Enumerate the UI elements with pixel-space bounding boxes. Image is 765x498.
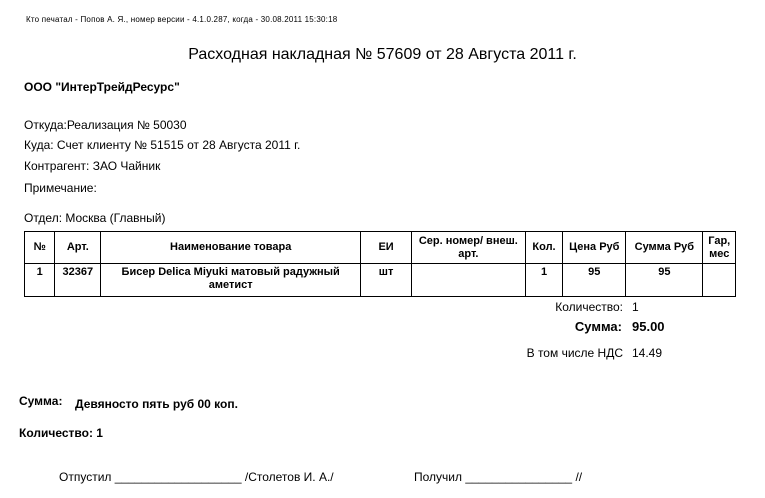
goods-table <box>24 231 736 297</box>
col-header-unit: ЕИ <box>361 232 412 264</box>
cell-warranty <box>703 264 736 297</box>
sum-words-value: Девяносто пять руб 00 коп. <box>75 397 238 411</box>
to-line: Куда: Счет клиенту № 51515 от 28 Августа 2011 г. <box>24 138 301 152</box>
from-line: Откуда:Реализация № 50030 <box>24 118 187 132</box>
col-header-qty: Кол. <box>525 232 563 264</box>
col-header-sum: Сумма Руб <box>626 232 703 264</box>
received-signature: Получил ________________ // <box>414 470 583 484</box>
organization-name: ООО "ИнтерТрейдРесурс" <box>24 80 180 94</box>
cell-name: Бисер Delica Miyuki матовый радужный аметист <box>101 264 361 297</box>
quantity-label: Количество: <box>555 300 623 314</box>
table-header-row <box>25 232 736 264</box>
cell-price: 95 <box>563 264 626 297</box>
quantity-value: 1 <box>632 300 639 314</box>
released-signature: Отпустил ___________________ /Столетов И. А./ <box>59 470 334 484</box>
quantity-total: Количество: 1 <box>19 426 103 440</box>
col-header-price: Цена Руб <box>563 232 626 264</box>
col-header-warranty: Гар, мес <box>703 232 736 264</box>
col-header-serial: Сер. номер/ внеш. арт. <box>411 232 525 264</box>
cell-serial <box>411 264 525 297</box>
vat-value: 14.49 <box>632 346 663 360</box>
cell-article: 32367 <box>55 264 101 297</box>
note-line: Примечание: <box>24 181 97 195</box>
vat-label: В том числе НДС <box>526 346 623 360</box>
cell-sum: 95 <box>626 264 703 297</box>
col-header-name: Наименование товара <box>101 232 361 264</box>
sum-value: 95.00 <box>632 319 665 334</box>
col-header-number: № <box>25 232 55 264</box>
document-title: Расходная накладная № 57609 от 28 Августа 2011 г. <box>188 46 577 63</box>
sum-words-label: Сумма: <box>19 394 63 408</box>
print-info: Кто печатал - Попов А. Я., номер версии - 4.1.0.287, когда - 30.08.2011 15:30:18 <box>26 15 338 24</box>
table-row <box>25 264 736 297</box>
sum-label: Сумма: <box>574 319 622 334</box>
cell-unit: шт <box>361 264 412 297</box>
cell-qty: 1 <box>525 264 563 297</box>
cell-number: 1 <box>25 264 55 297</box>
col-header-article: Арт. <box>55 232 101 264</box>
counterparty-line: Контрагент: ЗАО Чайник <box>24 159 161 173</box>
department-line: Отдел: Москва (Главный) <box>24 211 166 225</box>
